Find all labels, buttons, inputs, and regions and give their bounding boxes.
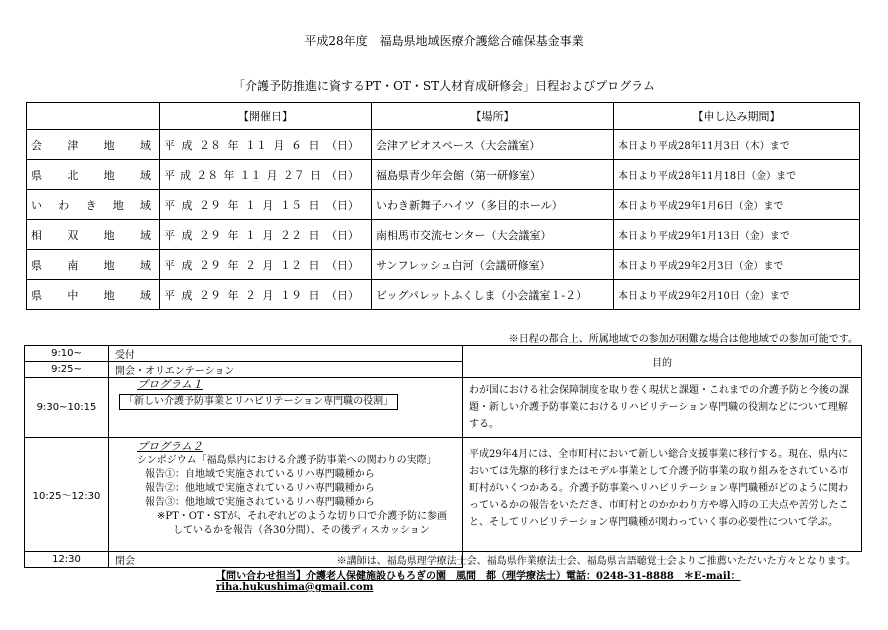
date-part: （日） [326, 288, 359, 302]
venue-cell: 福島県青少年会館（第一研修室） [372, 160, 614, 190]
region-char: き [85, 198, 97, 212]
purpose-1: わが国における社会保障制度を取り巻く現状と課題・これまでの介護予防と今後の課題・新しい介護予防事業におけるリハビリテーション専門職の役割などについて理解する。 [463, 378, 862, 438]
date-part: 日 [308, 258, 320, 272]
region-cell [27, 280, 160, 310]
region-char: 域 [140, 198, 151, 212]
period-cell: 本日より平成29年2月10日（金）まで [614, 280, 860, 310]
time-cell: 9:30~10:15 [25, 378, 109, 438]
region-cell [27, 190, 160, 220]
date-cell [160, 190, 372, 220]
table-row [27, 250, 860, 280]
region-char: 地 [112, 198, 124, 212]
date-part: １ [245, 228, 256, 242]
time-cell: 9:10~ [25, 346, 109, 362]
table-row [27, 160, 860, 190]
period-cell: 本日より平成29年1月6日（金）まで [614, 190, 860, 220]
date-part: 平 [164, 138, 175, 152]
date-part: ２９ [199, 288, 221, 302]
region-char: 南 [67, 258, 79, 272]
date-part: 月 [262, 228, 274, 242]
program-2-title: プログラム２ [137, 440, 203, 453]
region-char: 地 [103, 168, 115, 182]
date-part: 成 [181, 288, 193, 302]
purpose-header: 目的 [463, 346, 862, 378]
date-part: ２ [245, 288, 256, 302]
time-cell: 10:25～12:30 [25, 438, 109, 552]
venue-header: 【場所】 [372, 103, 614, 130]
region-char: い [31, 198, 42, 212]
date-part: ２９ [199, 228, 221, 242]
date-part: １５ [280, 198, 302, 212]
date-part: １２ [280, 258, 302, 272]
date-part: 平 [164, 258, 175, 272]
region-char: 域 [139, 228, 151, 242]
region-char: 双 [67, 228, 79, 242]
venue-cell: 会津アピオスペース（大会議室） [372, 130, 614, 160]
lecturer-note: ※講師は、福島県理学療法士会、福島県作業療法士会、福島県言語聴覚士会よりご推薦いただいた方々となります。 [336, 556, 856, 567]
region-char: わ [58, 198, 70, 212]
region-char: 中 [67, 288, 79, 302]
program-title: 「介護予防推進に資するPT・OT・ST人材育成研修会」日程およびプログラム [232, 79, 656, 93]
date-part: ２９ [199, 198, 221, 212]
date-part: （日） [326, 168, 359, 182]
date-part: ２８ [196, 168, 219, 182]
region-char: 県 [31, 258, 42, 272]
date-part: 月 [262, 198, 274, 212]
table-row [25, 378, 862, 438]
purpose-2: 平成29年4月には、全市町村において新しい総合支援事業に移行する。現在、県内においては先駆的移行またはモデル事業として介護予防事業の取り組みをされている市町村がいくつかある。介護予防事業へリハビリテーション専門職種がどのように関わっているかの報告をいただき、市町村とのかかわり方や導入時の工夫点や苦労したこと、そしてリハビリテーション専門職種が関わっていく事の必要性について学ぶ。 [463, 438, 862, 552]
date-cell [160, 250, 372, 280]
period-cell: 本日より平成29年1月13日（金）まで [614, 220, 860, 250]
date-header: 【開催日】 [160, 103, 372, 130]
date-part: 成 [180, 168, 192, 182]
date-cell [160, 280, 372, 310]
content-cell: 受付 [109, 346, 463, 362]
program-2-line: しているかを報告（各30分間）、その後ディスカッション [173, 525, 430, 536]
date-part: 平 [164, 288, 175, 302]
date-part: 日 [308, 228, 320, 242]
region-cell [27, 130, 160, 160]
venue-cell: ビッグパレットふくしま（小会議室１-２） [372, 280, 614, 310]
date-part: １９ [280, 288, 302, 302]
program-2-line: ※PT・OT・STが、それぞれどのような切り口で介護予防に参画 [157, 511, 448, 522]
date-part: １ [245, 198, 256, 212]
date-part: 月 [266, 168, 278, 182]
region-char: 津 [67, 138, 79, 152]
date-part: 年 [227, 228, 239, 242]
event-title: 平成28年度 福島県地域医療介護総合確保基金事業 [304, 34, 584, 48]
date-part: 成 [181, 258, 193, 272]
region-char: 地 [103, 288, 115, 302]
program-2-line: シンポジウム「福島県内における介護予防事業への関わりの実際」 [137, 455, 437, 466]
date-part: １１ [245, 138, 267, 152]
program-1-box: 「新しい介護予防事業とリハビリテーション専門職の役割」 [119, 394, 398, 410]
program-2-line: 報告②：他地域で実施されているリハ専門職種から [145, 483, 375, 494]
region-char: 相 [31, 228, 42, 242]
date-part: ６ [291, 138, 302, 152]
period-cell: 本日より平成29年2月3日（金）まで [614, 250, 860, 280]
date-part: ２７ [282, 168, 305, 182]
date-part: （日） [326, 138, 359, 152]
date-part: 成 [181, 198, 193, 212]
region-char: 地 [103, 138, 115, 152]
program-1-title: プログラム１ [137, 378, 203, 391]
period-header: 【申し込み期間】 [614, 103, 860, 130]
date-part: 年 [227, 138, 239, 152]
date-part: 日 [308, 288, 320, 302]
venue-cell: 南相馬市交流センター（大会議室） [372, 220, 614, 250]
date-part: （日） [326, 228, 359, 242]
date-part: ２２ [280, 228, 302, 242]
table-row [25, 346, 862, 362]
date-cell [160, 160, 372, 190]
table-row [27, 130, 860, 160]
date-part: 日 [308, 198, 320, 212]
date-cell [160, 130, 372, 160]
date-part: （日） [326, 198, 359, 212]
date-part: 平 [164, 198, 175, 212]
period-cell: 本日より平成28年11月3日（木）まで [614, 130, 860, 160]
region-char: 会 [31, 138, 42, 152]
date-part: 成 [181, 138, 193, 152]
program-2-line: 報告③：他地域で実施されているリハ専門職種から [145, 497, 375, 508]
date-part: 平 [164, 228, 175, 242]
date-part: 日 [309, 168, 321, 182]
date-part: 年 [223, 168, 235, 182]
content-cell [109, 378, 463, 438]
region-char: 地 [103, 258, 115, 272]
date-part: （日） [326, 258, 359, 272]
region-char: 域 [139, 288, 151, 302]
region-char: 北 [67, 168, 79, 182]
date-part: ２８ [199, 138, 221, 152]
contact-info: 【問い合わせ担当】介護老人保健施設ひもろぎの園 風間 都（理学療法士）電話：0248-31-8888 ＊E-mail：riha.hukushima@gmail.com [216, 571, 741, 593]
table-row [27, 220, 860, 250]
date-part: 年 [227, 288, 239, 302]
region-char: 域 [139, 168, 151, 182]
table-row [27, 280, 860, 310]
schedule-note: ※日程の都合上、所属地域での参加が困難な場合は他地域での参加可能です。 [508, 334, 858, 345]
time-cell: 9:25~ [25, 362, 109, 378]
date-cell [160, 220, 372, 250]
date-part: 日 [308, 138, 320, 152]
date-part: 月 [273, 138, 285, 152]
date-part: 成 [181, 228, 193, 242]
date-part: 月 [262, 258, 274, 272]
table-row [27, 190, 860, 220]
venue-cell: いわき新舞子ハイツ（多目的ホール） [372, 190, 614, 220]
region-char: 域 [139, 138, 151, 152]
region-cell [27, 220, 160, 250]
period-cell: 本日より平成28年11月18日（金）まで [614, 160, 860, 190]
region-char: 域 [139, 258, 151, 272]
date-part: １１ [239, 168, 262, 182]
schedule-table [26, 102, 860, 310]
region-header [27, 103, 160, 130]
region-char: 県 [31, 288, 42, 302]
content-cell: 開会・オリエンテーション [109, 362, 463, 378]
date-part: 月 [262, 288, 274, 302]
region-cell [27, 250, 160, 280]
date-part: 年 [227, 258, 239, 272]
date-part: 年 [227, 198, 239, 212]
venue-cell: サンフレッシュ白河（会議研修室） [372, 250, 614, 280]
date-part: ２９ [199, 258, 221, 272]
region-cell [27, 160, 160, 190]
region-char: 県 [31, 168, 42, 182]
program-table [24, 345, 862, 568]
content-cell [109, 438, 463, 552]
table-row [25, 438, 862, 552]
program-2-line: 報告①：自地域で実施されているリハ専門職種から [145, 469, 375, 480]
date-part: ２ [245, 258, 256, 272]
schedule-header-row [27, 103, 860, 130]
region-char: 地 [103, 228, 115, 242]
content-cell: 閉会 [109, 552, 463, 568]
date-part: 平 [164, 168, 175, 182]
time-cell: 12:30 [25, 552, 109, 568]
